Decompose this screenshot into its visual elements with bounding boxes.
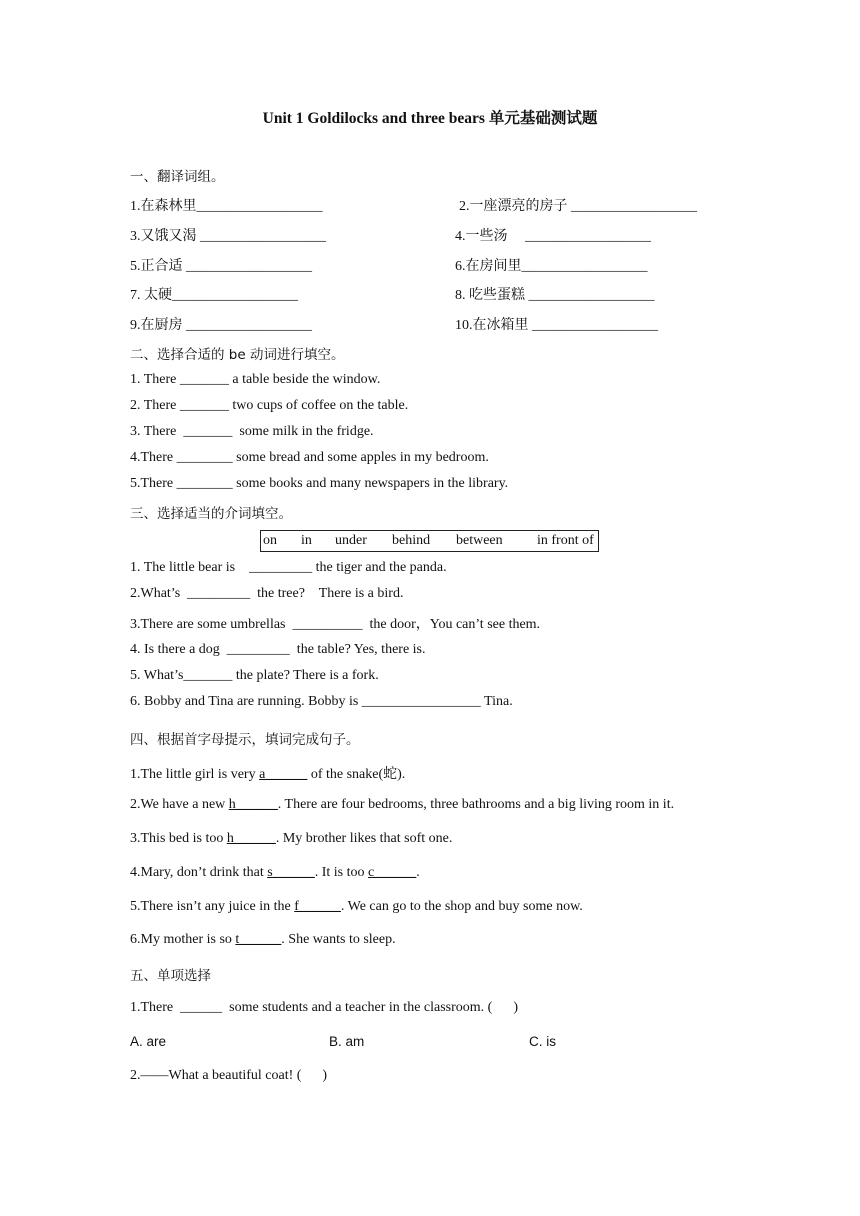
section-heading-initial-letters: 四、根据首字母提示，填词完成句子。 (130, 732, 360, 748)
translate-item-5: 5.正合适 __________________ (130, 259, 312, 274)
word-bank-behind: behind (392, 533, 431, 548)
be-verb-question-2: 2. There _______ two cups of coffee on the table. (130, 398, 409, 413)
initial-letter-question-6: 6.My mother is so t______. She wants to sleep. (130, 932, 396, 947)
preposition-question-5: 5. What’s_______ the plate? There is a fork. (130, 668, 379, 683)
choice-question-1: 1.There ______ some students and a teacher in the classroom. ( ) (130, 1000, 519, 1015)
initial-letter-question-4: 4.Mary, don’t drink that s______. It is too c______. (130, 865, 420, 880)
translate-item-10: 10.在冰箱里 __________________ (455, 318, 658, 333)
word-bank-on: on (263, 533, 277, 548)
translate-item-2: 2.一座漂亮的房子 __________________ (459, 199, 697, 214)
section-heading-translate: 一、翻译词组。 (130, 169, 225, 185)
answer-blank[interactable]: s______ (267, 865, 315, 880)
initial-letter-question-1: 1.The little girl is very a______ of the snake(蛇). (130, 767, 406, 782)
word-bank-under: under (335, 533, 367, 548)
preposition-question-4: 4. Is there a dog _________ the table? Yes, there is. (130, 642, 426, 657)
word-bank-in-front-of: in front of (537, 533, 594, 548)
translate-item-4: 4.一些汤 __________________ (455, 229, 651, 244)
initial-letter-question-5: 5.There isn’t any juice in the f______. We can go to the shop and buy some now. (130, 899, 583, 914)
answer-blank-2[interactable]: c______ (368, 865, 417, 880)
be-verb-question-4: 4.There ________ some bread and some apples in my bedroom. (130, 450, 489, 465)
translate-item-3: 3.又饿又渴 __________________ (130, 229, 326, 244)
translate-item-8: 8. 吃些蛋糕 __________________ (455, 288, 655, 303)
word-bank-between: between (456, 533, 503, 548)
choice-question-2: 2.——What a beautiful coat! ( ) (130, 1068, 328, 1083)
translate-item-6: 6.在房间里__________________ (455, 259, 648, 274)
option-a[interactable]: A. are (130, 1034, 167, 1049)
option-c[interactable]: C. is (529, 1034, 556, 1049)
section-heading-be-verbs: 二、选择合适的 be 动词进行填空。 (130, 347, 345, 363)
preposition-question-3: 3.There are some umbrellas __________ the door，You can’t see them. (130, 617, 541, 632)
translate-item-1: 1.在森林里__________________ (130, 199, 323, 214)
page-title: Unit 1 Goldilocks and three bears 单元基础测试题 (262, 110, 598, 127)
translate-item-9: 9.在厨房 __________________ (130, 318, 312, 333)
answer-blank[interactable]: a______ (259, 767, 308, 782)
answer-blank[interactable]: f______ (294, 899, 341, 914)
preposition-question-6: 6. Bobby and Tina are running. Bobby is _________________ Tina. (130, 694, 513, 709)
preposition-question-2: 2.What’s _________ the tree? There is a bird. (130, 586, 404, 601)
preposition-question-1: 1. The little bear is _________ the tiger and the panda. (130, 560, 447, 575)
word-bank-in: in (301, 533, 312, 548)
be-verb-question-3: 3. There _______ some milk in the fridge. (130, 424, 374, 439)
be-verb-question-1: 1. There _______ a table beside the window. (130, 372, 381, 387)
section-heading-prepositions: 三、选择适当的介词填空。 (130, 506, 292, 522)
answer-blank[interactable]: h______ (226, 831, 276, 846)
section-heading-multiple-choice: 五、单项选择 (130, 968, 211, 984)
word-bank-box (260, 530, 599, 552)
be-verb-question-5: 5.There ________ some books and many newspapers in the library. (130, 476, 509, 491)
option-b[interactable]: B. am (329, 1034, 365, 1049)
translate-item-7: 7. 太硬__________________ (130, 288, 298, 303)
initial-letter-question-3: 3.This bed is too h______. My brother likes that soft one. (130, 831, 453, 846)
initial-letter-question-2: 2.We have a new h______. There are four bedrooms, three bathrooms and a big living room in it. (130, 797, 675, 812)
answer-blank[interactable]: h______ (228, 797, 278, 812)
answer-blank[interactable]: t______ (235, 932, 282, 947)
